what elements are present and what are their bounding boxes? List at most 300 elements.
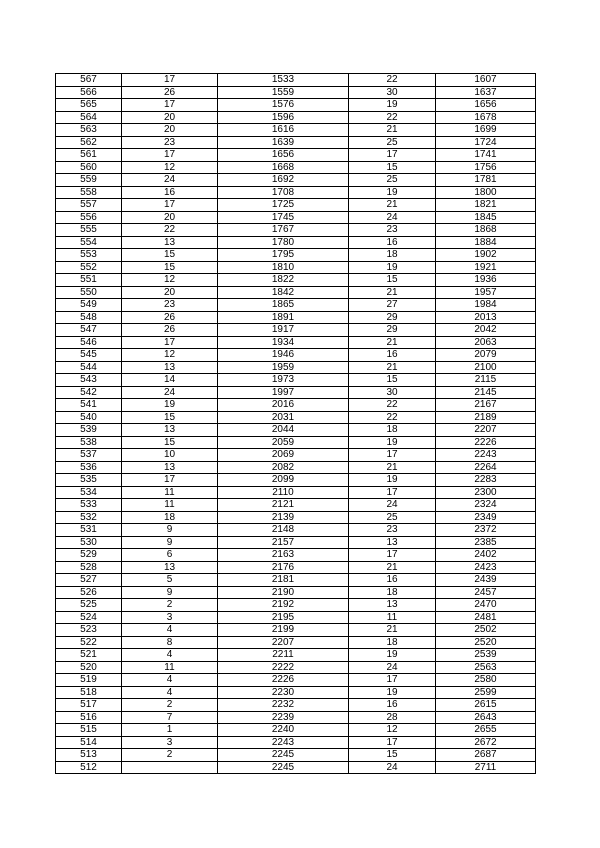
score-cell: 548 — [56, 311, 122, 324]
cumulative-b-cell: 2470 — [436, 599, 536, 612]
count-b-cell: 19 — [349, 686, 436, 699]
cumulative-a-cell: 2121 — [218, 499, 349, 512]
cumulative-a-cell: 2192 — [218, 599, 349, 612]
count-a-cell: 8 — [122, 636, 218, 649]
table-row — [56, 286, 536, 299]
score-cell: 563 — [56, 124, 122, 137]
count-a-cell: 5 — [122, 574, 218, 587]
count-b-cell: 12 — [349, 724, 436, 737]
cumulative-b-cell: 1921 — [436, 261, 536, 274]
cumulative-a-cell: 1616 — [218, 124, 349, 137]
count-b-cell: 17 — [349, 549, 436, 562]
cumulative-a-cell: 2240 — [218, 724, 349, 737]
count-b-cell: 16 — [349, 574, 436, 587]
table-row — [56, 411, 536, 424]
cumulative-a-cell: 1997 — [218, 386, 349, 399]
score-cell: 539 — [56, 424, 122, 437]
cumulative-b-cell: 2300 — [436, 486, 536, 499]
score-cell: 521 — [56, 649, 122, 662]
cumulative-a-cell: 1822 — [218, 274, 349, 287]
count-b-cell: 22 — [349, 74, 436, 87]
cumulative-a-cell: 2176 — [218, 561, 349, 574]
table-row — [56, 311, 536, 324]
cumulative-b-cell: 2372 — [436, 524, 536, 537]
cumulative-a-cell: 1656 — [218, 149, 349, 162]
cumulative-a-cell: 1596 — [218, 111, 349, 124]
cumulative-a-cell: 1917 — [218, 324, 349, 337]
table-row — [56, 349, 536, 362]
table-row — [56, 99, 536, 112]
table-row — [56, 149, 536, 162]
table-row — [56, 136, 536, 149]
count-b-cell: 13 — [349, 536, 436, 549]
count-b-cell: 19 — [349, 436, 436, 449]
count-b-cell: 23 — [349, 224, 436, 237]
cumulative-b-cell: 1699 — [436, 124, 536, 137]
cumulative-b-cell: 2402 — [436, 549, 536, 562]
score-cell: 549 — [56, 299, 122, 312]
cumulative-b-cell: 2167 — [436, 399, 536, 412]
table-row — [56, 399, 536, 412]
table-row — [56, 361, 536, 374]
cumulative-b-cell: 2643 — [436, 711, 536, 724]
count-a-cell: 13 — [122, 561, 218, 574]
score-cell: 564 — [56, 111, 122, 124]
cumulative-b-cell: 2615 — [436, 699, 536, 712]
table-row — [56, 174, 536, 187]
score-cell: 543 — [56, 374, 122, 387]
count-b-cell: 21 — [349, 461, 436, 474]
score-cell: 538 — [56, 436, 122, 449]
cumulative-a-cell: 2222 — [218, 661, 349, 674]
cumulative-a-cell: 2243 — [218, 736, 349, 749]
cumulative-a-cell: 2239 — [218, 711, 349, 724]
cumulative-b-cell: 2283 — [436, 474, 536, 487]
cumulative-a-cell: 1708 — [218, 186, 349, 199]
table-row — [56, 186, 536, 199]
cumulative-b-cell: 2079 — [436, 349, 536, 362]
count-a-cell: 10 — [122, 449, 218, 462]
count-b-cell: 18 — [349, 424, 436, 437]
count-b-cell: 21 — [349, 199, 436, 212]
count-a-cell: 16 — [122, 186, 218, 199]
count-a-cell: 23 — [122, 136, 218, 149]
table-row — [56, 486, 536, 499]
cumulative-b-cell: 2385 — [436, 536, 536, 549]
cumulative-b-cell: 2189 — [436, 411, 536, 424]
score-cell: 512 — [56, 761, 122, 774]
table-row — [56, 661, 536, 674]
cumulative-a-cell: 2211 — [218, 649, 349, 662]
table-row — [56, 199, 536, 212]
count-b-cell: 29 — [349, 324, 436, 337]
count-a-cell: 11 — [122, 499, 218, 512]
score-cell: 565 — [56, 99, 122, 112]
cumulative-b-cell: 2013 — [436, 311, 536, 324]
cumulative-b-cell: 1868 — [436, 224, 536, 237]
count-b-cell: 21 — [349, 336, 436, 349]
count-b-cell: 16 — [349, 236, 436, 249]
score-cell: 535 — [56, 474, 122, 487]
cumulative-b-cell: 2115 — [436, 374, 536, 387]
count-a-cell: 15 — [122, 261, 218, 274]
count-b-cell: 18 — [349, 636, 436, 649]
cumulative-a-cell: 1934 — [218, 336, 349, 349]
score-cell: 533 — [56, 499, 122, 512]
cumulative-b-cell: 1756 — [436, 161, 536, 174]
count-b-cell: 15 — [349, 374, 436, 387]
table-row — [56, 436, 536, 449]
count-a-cell: 26 — [122, 324, 218, 337]
table-row — [56, 261, 536, 274]
table-row — [56, 549, 536, 562]
count-a-cell: 20 — [122, 211, 218, 224]
count-a-cell: 9 — [122, 586, 218, 599]
score-cell: 567 — [56, 74, 122, 87]
count-b-cell: 27 — [349, 299, 436, 312]
score-cell: 519 — [56, 674, 122, 687]
score-cell: 542 — [56, 386, 122, 399]
cumulative-a-cell: 1745 — [218, 211, 349, 224]
count-a-cell: 13 — [122, 361, 218, 374]
table-row — [56, 461, 536, 474]
cumulative-a-cell: 2245 — [218, 749, 349, 762]
cumulative-a-cell: 1692 — [218, 174, 349, 187]
count-a-cell: 4 — [122, 624, 218, 637]
count-b-cell: 21 — [349, 124, 436, 137]
count-b-cell: 17 — [349, 149, 436, 162]
count-b-cell: 23 — [349, 524, 436, 537]
score-cell: 544 — [56, 361, 122, 374]
count-b-cell: 13 — [349, 599, 436, 612]
cumulative-a-cell: 1946 — [218, 349, 349, 362]
score-cell: 537 — [56, 449, 122, 462]
table-row — [56, 224, 536, 237]
count-a-cell: 15 — [122, 249, 218, 262]
cumulative-b-cell: 1821 — [436, 199, 536, 212]
count-b-cell: 17 — [349, 486, 436, 499]
count-a-cell: 15 — [122, 411, 218, 424]
cumulative-b-cell: 1845 — [436, 211, 536, 224]
table-row — [56, 249, 536, 262]
count-b-cell: 19 — [349, 99, 436, 112]
cumulative-b-cell: 2563 — [436, 661, 536, 674]
table-row — [56, 761, 536, 774]
count-a-cell: 2 — [122, 749, 218, 762]
cumulative-b-cell: 2711 — [436, 761, 536, 774]
count-a-cell: 20 — [122, 111, 218, 124]
score-cell: 526 — [56, 586, 122, 599]
cumulative-a-cell: 1795 — [218, 249, 349, 262]
cumulative-b-cell: 1656 — [436, 99, 536, 112]
count-b-cell: 15 — [349, 161, 436, 174]
score-cell: 566 — [56, 86, 122, 99]
table-row — [56, 511, 536, 524]
count-a-cell: 26 — [122, 86, 218, 99]
cumulative-b-cell: 2207 — [436, 424, 536, 437]
score-cell: 530 — [56, 536, 122, 549]
table-row — [56, 586, 536, 599]
cumulative-b-cell: 2457 — [436, 586, 536, 599]
count-a-cell — [122, 761, 218, 774]
score-cell: 517 — [56, 699, 122, 712]
cumulative-b-cell: 2264 — [436, 461, 536, 474]
table-row — [56, 111, 536, 124]
count-b-cell: 30 — [349, 86, 436, 99]
cumulative-a-cell: 2069 — [218, 449, 349, 462]
count-a-cell: 17 — [122, 149, 218, 162]
count-b-cell: 18 — [349, 249, 436, 262]
score-cell: 536 — [56, 461, 122, 474]
cumulative-a-cell: 2059 — [218, 436, 349, 449]
count-b-cell: 19 — [349, 261, 436, 274]
table-row — [56, 574, 536, 587]
count-a-cell: 11 — [122, 486, 218, 499]
count-b-cell: 28 — [349, 711, 436, 724]
table-row — [56, 274, 536, 287]
count-b-cell: 29 — [349, 311, 436, 324]
cumulative-b-cell: 2423 — [436, 561, 536, 574]
table-row — [56, 386, 536, 399]
cumulative-a-cell: 2230 — [218, 686, 349, 699]
table-row — [56, 424, 536, 437]
count-b-cell: 24 — [349, 661, 436, 674]
cumulative-a-cell: 2139 — [218, 511, 349, 524]
cumulative-a-cell: 2148 — [218, 524, 349, 537]
cumulative-b-cell: 2580 — [436, 674, 536, 687]
table-row — [56, 611, 536, 624]
table-row — [56, 524, 536, 537]
count-a-cell: 17 — [122, 474, 218, 487]
count-b-cell: 21 — [349, 624, 436, 637]
cumulative-a-cell: 1780 — [218, 236, 349, 249]
table-row — [56, 124, 536, 137]
count-a-cell: 12 — [122, 274, 218, 287]
cumulative-a-cell: 1639 — [218, 136, 349, 149]
count-b-cell: 21 — [349, 361, 436, 374]
count-b-cell: 19 — [349, 649, 436, 662]
table-row — [56, 74, 536, 87]
cumulative-a-cell: 1559 — [218, 86, 349, 99]
cumulative-b-cell: 2655 — [436, 724, 536, 737]
cumulative-b-cell: 2481 — [436, 611, 536, 624]
score-cell: 524 — [56, 611, 122, 624]
count-b-cell: 22 — [349, 411, 436, 424]
cumulative-a-cell: 1767 — [218, 224, 349, 237]
count-b-cell: 17 — [349, 449, 436, 462]
score-cell: 514 — [56, 736, 122, 749]
score-cell: 516 — [56, 711, 122, 724]
count-a-cell: 2 — [122, 699, 218, 712]
count-a-cell: 17 — [122, 336, 218, 349]
table-row — [56, 236, 536, 249]
score-table-body — [56, 74, 536, 774]
count-a-cell: 17 — [122, 99, 218, 112]
score-cell: 560 — [56, 161, 122, 174]
score-cell: 531 — [56, 524, 122, 537]
cumulative-a-cell: 2016 — [218, 399, 349, 412]
count-a-cell: 6 — [122, 549, 218, 562]
count-b-cell: 22 — [349, 399, 436, 412]
table-row — [56, 474, 536, 487]
score-cell: 553 — [56, 249, 122, 262]
cumulative-b-cell: 1984 — [436, 299, 536, 312]
cumulative-a-cell: 1865 — [218, 299, 349, 312]
cumulative-b-cell: 2599 — [436, 686, 536, 699]
score-cell: 513 — [56, 749, 122, 762]
count-b-cell: 16 — [349, 349, 436, 362]
cumulative-a-cell: 2110 — [218, 486, 349, 499]
score-cell: 556 — [56, 211, 122, 224]
count-a-cell: 4 — [122, 674, 218, 687]
score-cell: 561 — [56, 149, 122, 162]
score-cell: 552 — [56, 261, 122, 274]
table-row — [56, 686, 536, 699]
score-cell: 546 — [56, 336, 122, 349]
table-row — [56, 449, 536, 462]
count-b-cell: 17 — [349, 674, 436, 687]
score-cell: 515 — [56, 724, 122, 737]
count-a-cell: 24 — [122, 174, 218, 187]
table-row — [56, 211, 536, 224]
cumulative-b-cell: 1800 — [436, 186, 536, 199]
table-row — [56, 536, 536, 549]
count-a-cell: 9 — [122, 524, 218, 537]
count-a-cell: 1 — [122, 724, 218, 737]
cumulative-a-cell: 1891 — [218, 311, 349, 324]
score-cell: 523 — [56, 624, 122, 637]
cumulative-a-cell: 2190 — [218, 586, 349, 599]
cumulative-b-cell: 2349 — [436, 511, 536, 524]
cumulative-b-cell: 2100 — [436, 361, 536, 374]
table-row — [56, 561, 536, 574]
cumulative-b-cell: 1781 — [436, 174, 536, 187]
cumulative-b-cell: 1741 — [436, 149, 536, 162]
count-b-cell: 25 — [349, 174, 436, 187]
table-row — [56, 749, 536, 762]
cumulative-b-cell: 1884 — [436, 236, 536, 249]
cumulative-b-cell: 1637 — [436, 86, 536, 99]
cumulative-b-cell: 2502 — [436, 624, 536, 637]
count-a-cell: 12 — [122, 349, 218, 362]
count-a-cell: 4 — [122, 686, 218, 699]
cumulative-b-cell: 2687 — [436, 749, 536, 762]
table-row — [56, 299, 536, 312]
score-cell: 522 — [56, 636, 122, 649]
cumulative-a-cell: 1959 — [218, 361, 349, 374]
table-row — [56, 324, 536, 337]
score-cell: 555 — [56, 224, 122, 237]
cumulative-b-cell: 1902 — [436, 249, 536, 262]
count-a-cell: 17 — [122, 199, 218, 212]
cumulative-a-cell: 2245 — [218, 761, 349, 774]
cumulative-b-cell: 1957 — [436, 286, 536, 299]
cumulative-a-cell: 2157 — [218, 536, 349, 549]
table-row — [56, 161, 536, 174]
score-cell: 562 — [56, 136, 122, 149]
count-a-cell: 20 — [122, 286, 218, 299]
cumulative-a-cell: 2232 — [218, 699, 349, 712]
count-b-cell: 18 — [349, 586, 436, 599]
cumulative-a-cell: 2181 — [218, 574, 349, 587]
score-cell: 520 — [56, 661, 122, 674]
cumulative-a-cell: 1725 — [218, 199, 349, 212]
count-a-cell: 20 — [122, 124, 218, 137]
cumulative-b-cell: 2672 — [436, 736, 536, 749]
count-a-cell: 23 — [122, 299, 218, 312]
count-a-cell: 13 — [122, 424, 218, 437]
table-row — [56, 649, 536, 662]
cumulative-a-cell: 2082 — [218, 461, 349, 474]
cumulative-b-cell: 2243 — [436, 449, 536, 462]
cumulative-a-cell: 2163 — [218, 549, 349, 562]
table-row — [56, 674, 536, 687]
score-cell: 518 — [56, 686, 122, 699]
score-table — [55, 73, 536, 774]
table-row — [56, 499, 536, 512]
count-b-cell: 25 — [349, 136, 436, 149]
count-b-cell: 19 — [349, 474, 436, 487]
count-a-cell: 17 — [122, 74, 218, 87]
table-row — [56, 636, 536, 649]
count-b-cell: 22 — [349, 111, 436, 124]
cumulative-a-cell: 1842 — [218, 286, 349, 299]
cumulative-b-cell: 2063 — [436, 336, 536, 349]
count-a-cell: 15 — [122, 436, 218, 449]
count-b-cell: 21 — [349, 286, 436, 299]
score-cell: 550 — [56, 286, 122, 299]
count-b-cell: 15 — [349, 274, 436, 287]
cumulative-b-cell: 2520 — [436, 636, 536, 649]
count-b-cell: 16 — [349, 699, 436, 712]
cumulative-a-cell: 2099 — [218, 474, 349, 487]
cumulative-a-cell: 2199 — [218, 624, 349, 637]
cumulative-b-cell: 2226 — [436, 436, 536, 449]
score-cell: 540 — [56, 411, 122, 424]
cumulative-b-cell: 2042 — [436, 324, 536, 337]
score-cell: 529 — [56, 549, 122, 562]
count-a-cell: 13 — [122, 461, 218, 474]
score-cell: 557 — [56, 199, 122, 212]
count-a-cell: 18 — [122, 511, 218, 524]
score-cell: 534 — [56, 486, 122, 499]
score-cell: 558 — [56, 186, 122, 199]
cumulative-a-cell: 2226 — [218, 674, 349, 687]
count-b-cell: 25 — [349, 511, 436, 524]
count-b-cell: 24 — [349, 211, 436, 224]
count-a-cell: 14 — [122, 374, 218, 387]
count-b-cell: 11 — [349, 611, 436, 624]
table-row — [56, 699, 536, 712]
count-a-cell: 12 — [122, 161, 218, 174]
score-cell: 559 — [56, 174, 122, 187]
score-cell: 554 — [56, 236, 122, 249]
count-b-cell: 21 — [349, 561, 436, 574]
count-a-cell: 4 — [122, 649, 218, 662]
cumulative-a-cell: 2044 — [218, 424, 349, 437]
table-row — [56, 724, 536, 737]
table-row — [56, 86, 536, 99]
cumulative-a-cell: 1668 — [218, 161, 349, 174]
score-cell: 527 — [56, 574, 122, 587]
table-row — [56, 624, 536, 637]
cumulative-b-cell: 2324 — [436, 499, 536, 512]
count-b-cell: 24 — [349, 761, 436, 774]
cumulative-a-cell: 1533 — [218, 74, 349, 87]
count-a-cell: 19 — [122, 399, 218, 412]
count-b-cell: 17 — [349, 736, 436, 749]
count-a-cell: 13 — [122, 236, 218, 249]
